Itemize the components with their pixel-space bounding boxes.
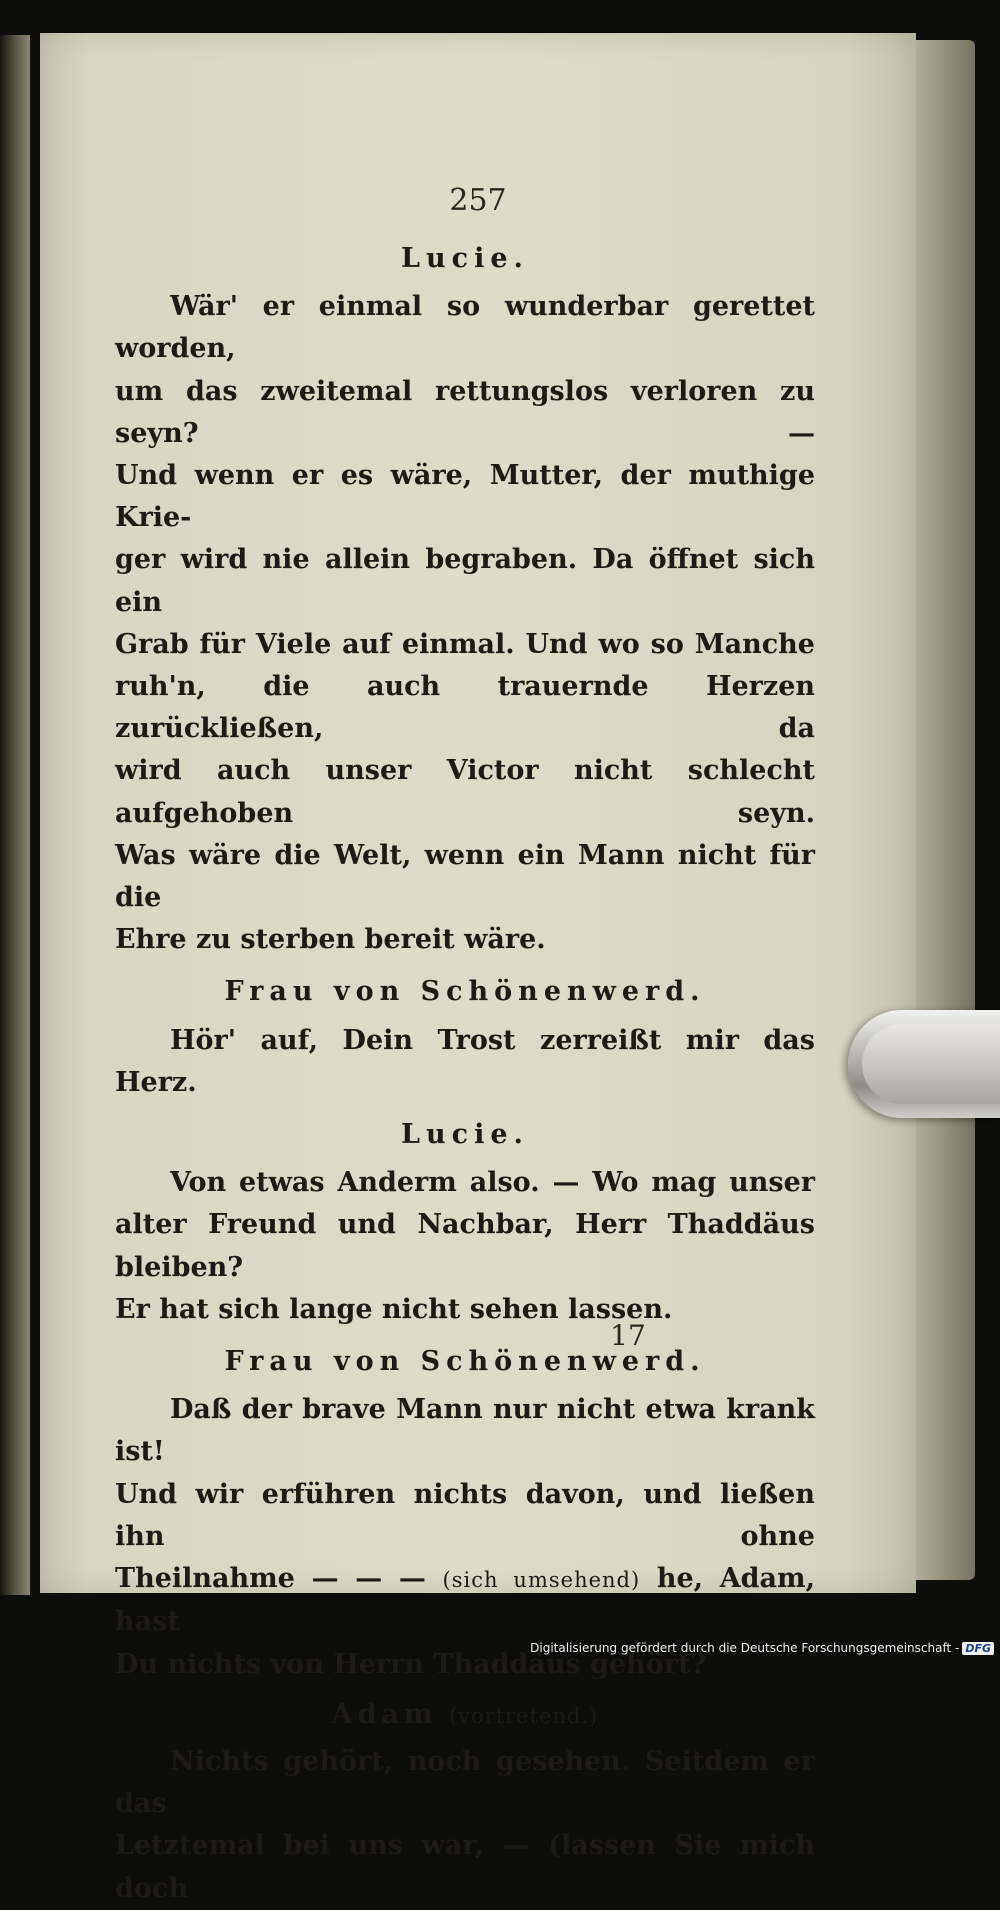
text-line: ruh'n, die auch trauernde Herzen zurückließen, da: [115, 671, 815, 745]
speaker-heading: Lucie.: [401, 1119, 529, 1151]
text-line: Von etwas Anderm also. — Wo mag unser: [170, 1167, 815, 1199]
text-line: Nichts gehört, noch gesehen. Seitdem er das: [115, 1745, 815, 1820]
text-line: ger wird nie allein begraben. Da öffnet sich ein: [115, 544, 815, 618]
text-line: Hör' auf, Dein Trost zerreißt mir das Herz.: [115, 1024, 815, 1098]
speech-lucie-1: [115, 286, 815, 961]
text-line: alter Freund und Nachbar, Herr Thaddäus bleiben?: [115, 1209, 815, 1283]
text-line: Wär' er einmal so wunderbar gerettet worden,: [115, 291, 815, 365]
page-number: 257: [449, 183, 507, 218]
signature-mark: 17: [610, 1319, 646, 1352]
stage-direction: (sich umsehend): [442, 1568, 641, 1593]
text-line: Du nichts von Herrn Thaddäus gehört?: [115, 1648, 707, 1680]
speech-adam-1: [115, 1741, 815, 1910]
text-run: he, Adam, hast: [115, 1563, 815, 1638]
text-line: Daß der brave Mann nur nicht etwa krank ist!: [115, 1394, 815, 1468]
stage-direction: (vortretend.): [448, 1703, 599, 1728]
text-line: wird auch unser Victor nicht schlecht aufgehoben seyn.: [115, 755, 815, 829]
dfg-logo: DFG: [962, 1642, 994, 1655]
text-line: Und wir erführen nichts davon, und ließen ihn ohne: [115, 1478, 815, 1552]
credit-text: Digitalisierung gefördert durch die Deutsche Forschungsgemeinschaft -: [530, 1641, 960, 1655]
speaker-heading: Lucie.: [401, 243, 529, 274]
text-run: Theilnahme — — —: [115, 1563, 426, 1595]
text-line: Er hat sich lange nicht sehen lassen.: [115, 1293, 673, 1325]
clip-highlight: [862, 1024, 1000, 1104]
text-line: Letztemal bei uns war, — (lassen Sie mich doch: [115, 1830, 815, 1904]
text-line: Was wäre die Welt, wenn ein Mann nicht für die: [115, 839, 815, 914]
speech-lucie-2: [115, 1162, 815, 1331]
text-line: Ehre zu sterben bereit wäre.: [115, 924, 546, 956]
speaker-name: Adam: [331, 1698, 438, 1730]
digitization-credit: [530, 1641, 994, 1655]
text-line: Grab für Viele auf einmal. Und wo so Manche: [115, 628, 815, 660]
speaker-heading: Frau von Schönenwerd.: [224, 976, 706, 1008]
text-line: [115, 1558, 815, 1643]
text-line: Und wenn er es wäre, Mutter, der muthige Krie-: [115, 460, 815, 534]
page-clip: [848, 1010, 1000, 1118]
previous-page-edge: [0, 35, 30, 1595]
page-text: [115, 238, 815, 1910]
text-line: um das zweitemal rettungslos verloren zu seyn? —: [115, 375, 815, 449]
speech-frau-1: [115, 1020, 815, 1104]
speaker-heading: Frau von Schönenwerd.: [224, 1346, 706, 1378]
speaker-heading-adam: [115, 1694, 815, 1737]
